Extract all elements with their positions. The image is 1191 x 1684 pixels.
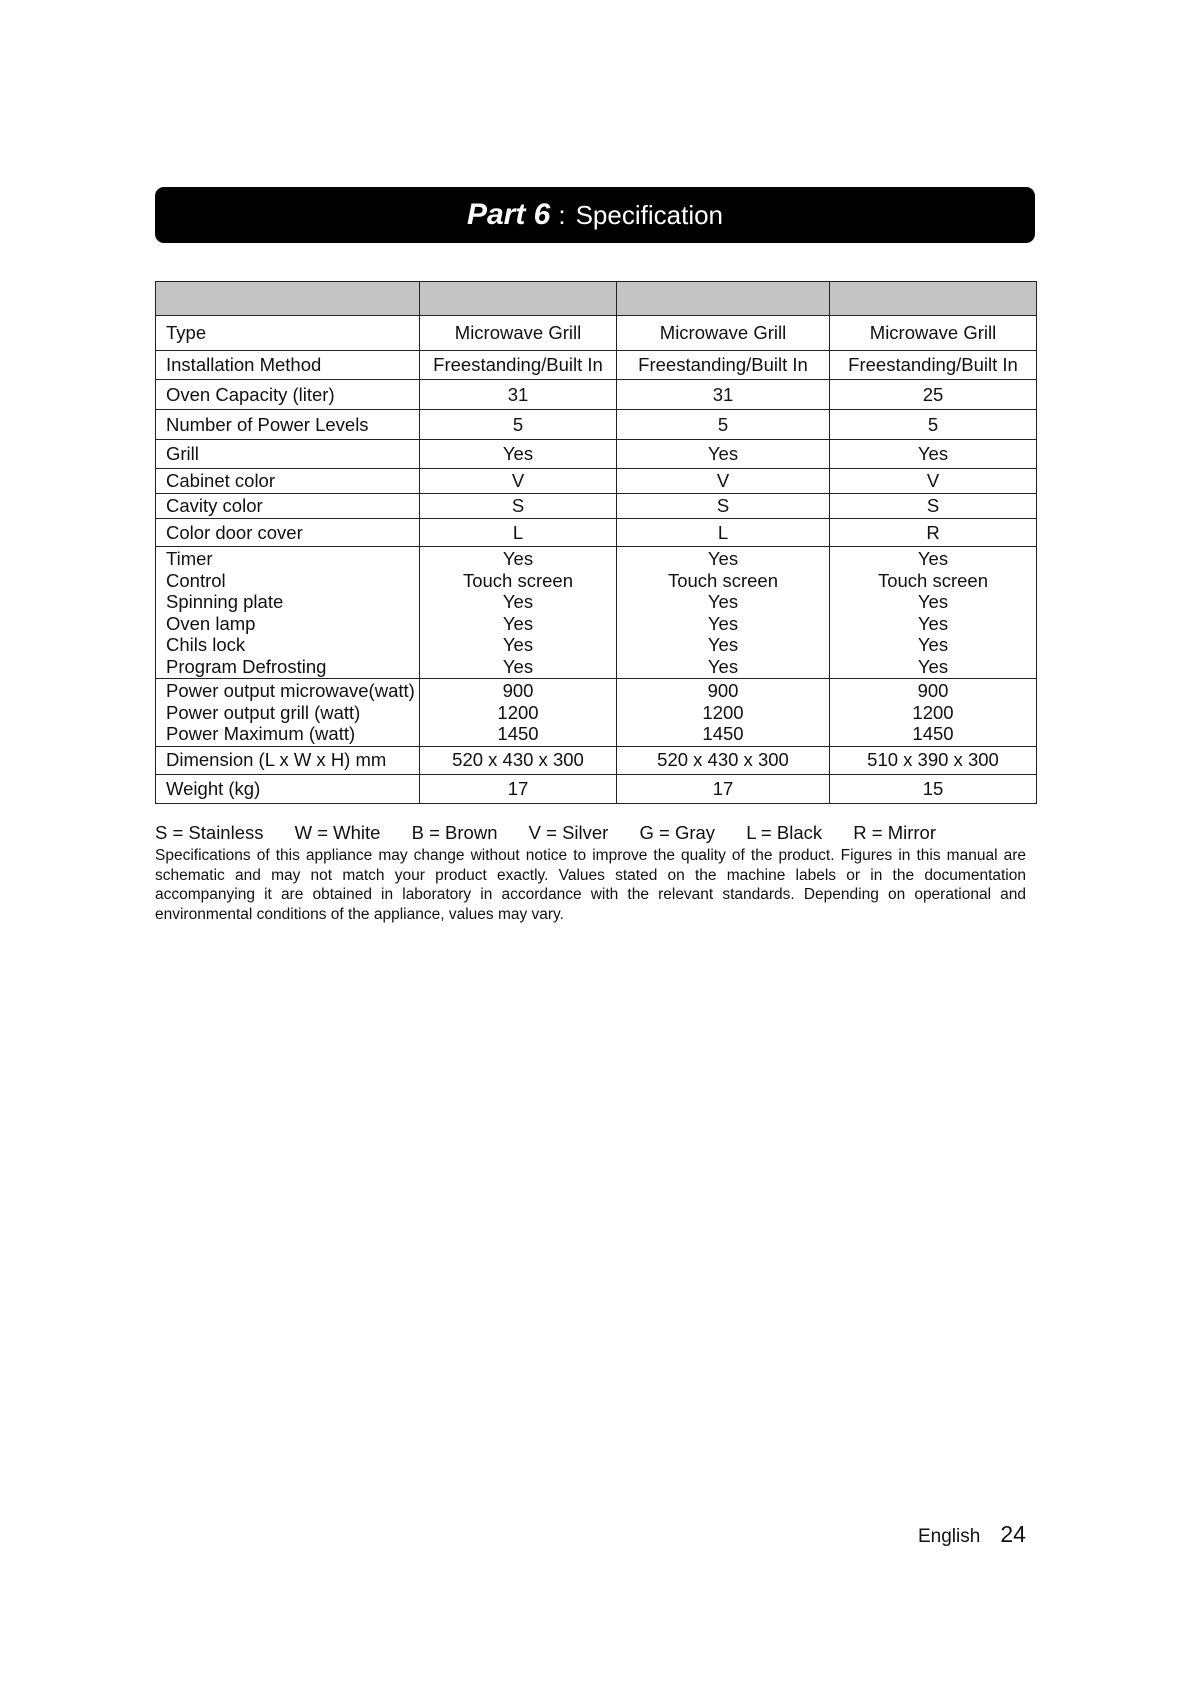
value-cell: [420, 440, 617, 469]
cell-value: 1450: [702, 723, 744, 744]
cell-value: 520 x 430 x 300: [657, 749, 789, 771]
cell-value: S: [926, 495, 940, 517]
specification-notes: Specifications of this appliance may change without notice to improve the quality of the product. Figures in this manual are schematic and may not match your product exactly. Values stated on the machine labels or in the documentation accompanying it are obtained in laboratory in accordance with the relevant standards. Depending on operational and environmental conditions of the appliance, values may vary.: [155, 847, 1026, 924]
cell-value: Yes: [917, 612, 949, 634]
row-label: Timer: [166, 548, 213, 569]
row-label-cell: [156, 774, 420, 803]
cell-value: 5: [927, 413, 939, 435]
page-footer: [918, 1521, 1026, 1548]
value-cell: [420, 547, 617, 679]
cell-value: 900: [502, 680, 534, 701]
value-cell: [420, 519, 617, 547]
cell-value: Freestanding/Built In: [848, 354, 1018, 376]
section-title-bar: [155, 187, 1035, 243]
table-row: [156, 380, 1037, 410]
row-label: Dimension (L x W x H) mm: [166, 749, 387, 771]
cell-value: Yes: [502, 655, 534, 677]
cell-value: Microwave Grill: [454, 322, 582, 344]
cell-value: 900: [707, 680, 739, 701]
table-row: [156, 746, 1037, 774]
cell-value: 900: [917, 680, 949, 701]
cell-value: V: [511, 470, 525, 492]
cell-value: Yes: [502, 591, 534, 612]
section-title: Specification: [575, 199, 724, 230]
row-label: Power output grill (watt): [166, 701, 361, 723]
cell-value: Yes: [707, 548, 739, 569]
cell-value: Yes: [707, 591, 739, 612]
row-label: Cabinet color: [166, 470, 276, 492]
value-cell: [830, 380, 1037, 410]
value-cell: [617, 410, 830, 440]
table-row: [156, 316, 1037, 351]
row-label-cell: [156, 469, 420, 494]
row-label-cell: [156, 380, 420, 410]
row-label-cell: [156, 351, 420, 380]
cell-value: Touch screen: [877, 569, 989, 591]
table-row: [156, 679, 1037, 747]
row-label: Chils lock: [166, 634, 246, 655]
legend-item: V = Silver: [528, 822, 609, 843]
legend-item: R = Mirror: [853, 822, 937, 843]
cell-value: 5: [717, 413, 729, 435]
row-label: Spinning plate: [166, 591, 284, 612]
cell-value: L: [512, 521, 524, 543]
value-cell: [617, 679, 830, 747]
cell-value: Freestanding/Built In: [433, 354, 603, 376]
part-label: Part 6: [466, 198, 551, 231]
value-cell: [830, 351, 1037, 380]
value-cell: [420, 351, 617, 380]
row-label: Oven lamp: [166, 612, 256, 634]
legend-item: L = Black: [746, 822, 823, 843]
cell-value: S: [716, 495, 730, 517]
value-cell: [617, 746, 830, 774]
cell-value: V: [716, 470, 730, 492]
table-row: [156, 469, 1037, 494]
row-label: Weight (kg): [166, 777, 261, 799]
table-row: [156, 410, 1037, 440]
header-cell: [830, 282, 1037, 316]
cell-value: V: [926, 470, 940, 492]
table-row: [156, 519, 1037, 547]
header-cell: [156, 282, 420, 316]
cell-value: S: [511, 495, 525, 517]
row-label: Installation Method: [166, 354, 322, 376]
value-cell: [617, 519, 830, 547]
row-label: Type: [166, 322, 207, 344]
value-cell: [617, 316, 830, 351]
cell-value: Yes: [502, 612, 534, 634]
header-cell: [420, 282, 617, 316]
value-cell: [830, 316, 1037, 351]
footer-language: English: [918, 1526, 981, 1547]
title-separator: :: [558, 199, 566, 230]
row-label-cell: [156, 519, 420, 547]
row-label: Number of Power Levels: [166, 413, 369, 435]
cell-value: Yes: [502, 634, 534, 655]
table-header-row: [156, 282, 1037, 316]
cell-value: 17: [507, 777, 529, 799]
table-row: [156, 440, 1037, 469]
row-label: Power Maximum (watt): [166, 723, 356, 744]
row-label: Power output microwave(watt): [166, 680, 415, 701]
value-cell: [420, 746, 617, 774]
row-label: Oven Capacity (liter): [166, 383, 335, 405]
cell-value: Yes: [502, 443, 534, 465]
value-cell: [420, 679, 617, 747]
value-cell: [830, 679, 1037, 747]
cell-value: 5: [512, 413, 524, 435]
cell-value: Yes: [707, 634, 739, 655]
table-row: [156, 547, 1037, 679]
specification-table: [155, 281, 1037, 804]
value-cell: [830, 410, 1037, 440]
row-label-cell: [156, 547, 420, 679]
table-row: [156, 774, 1037, 803]
row-label: Control: [166, 569, 226, 591]
page-number: 24: [1000, 1521, 1026, 1547]
row-label: Cavity color: [166, 495, 263, 517]
row-label: Grill: [166, 443, 199, 465]
cell-value: 15: [922, 777, 944, 799]
table-row: [156, 494, 1037, 519]
cell-value: 1450: [912, 723, 954, 744]
cell-value: 31: [712, 383, 734, 405]
cell-value: R: [926, 521, 940, 543]
cell-value: Yes: [917, 548, 949, 569]
cell-value: Yes: [707, 443, 739, 465]
cell-value: L: [717, 521, 729, 543]
cell-value: Yes: [917, 655, 949, 677]
color-legend: [155, 822, 1035, 844]
value-cell: [420, 410, 617, 440]
value-cell: [830, 494, 1037, 519]
value-cell: [830, 440, 1037, 469]
cell-value: Yes: [917, 591, 949, 612]
value-cell: [617, 351, 830, 380]
cell-value: 1200: [497, 701, 539, 723]
value-cell: [420, 774, 617, 803]
cell-value: 31: [507, 383, 529, 405]
cell-value: Touch screen: [462, 569, 574, 591]
legend-item: B = Brown: [411, 822, 498, 843]
cell-value: Microwave Grill: [659, 322, 787, 344]
cell-value: 1200: [702, 701, 744, 723]
row-label: Color door cover: [166, 521, 303, 543]
table-body: [156, 316, 1037, 804]
value-cell: [420, 494, 617, 519]
value-cell: [420, 316, 617, 351]
cell-value: 510 x 390 x 300: [867, 749, 999, 771]
value-cell: [617, 380, 830, 410]
row-label-cell: [156, 440, 420, 469]
value-cell: [617, 440, 830, 469]
cell-value: 25: [922, 383, 944, 405]
cell-value: Microwave Grill: [869, 322, 997, 344]
row-label-cell: [156, 679, 420, 747]
value-cell: [830, 547, 1037, 679]
cell-value: Touch screen: [667, 569, 779, 591]
cell-value: Yes: [502, 548, 534, 569]
value-cell: [617, 547, 830, 679]
value-cell: [420, 380, 617, 410]
value-cell: [830, 519, 1037, 547]
cell-value: Freestanding/Built In: [638, 354, 808, 376]
value-cell: [617, 494, 830, 519]
value-cell: [830, 746, 1037, 774]
legend-item: S = Stainless: [155, 822, 264, 843]
header-cell: [617, 282, 830, 316]
row-label-cell: [156, 410, 420, 440]
cell-value: Yes: [707, 655, 739, 677]
cell-value: 520 x 430 x 300: [452, 749, 584, 771]
row-label: Program Defrosting: [166, 655, 327, 677]
cell-value: Yes: [917, 443, 949, 465]
cell-value: 1200: [912, 701, 954, 723]
table-row: [156, 351, 1037, 380]
row-label-cell: [156, 494, 420, 519]
value-cell: [617, 774, 830, 803]
row-label-cell: [156, 746, 420, 774]
value-cell: [830, 469, 1037, 494]
legend-item: G = Gray: [639, 822, 716, 843]
value-cell: [420, 469, 617, 494]
cell-value: 17: [712, 777, 734, 799]
cell-value: Yes: [707, 612, 739, 634]
row-label-cell: [156, 316, 420, 351]
cell-value: 1450: [497, 723, 539, 744]
value-cell: [617, 469, 830, 494]
value-cell: [830, 774, 1037, 803]
cell-value: Yes: [917, 634, 949, 655]
legend-item: W = White: [294, 822, 381, 843]
